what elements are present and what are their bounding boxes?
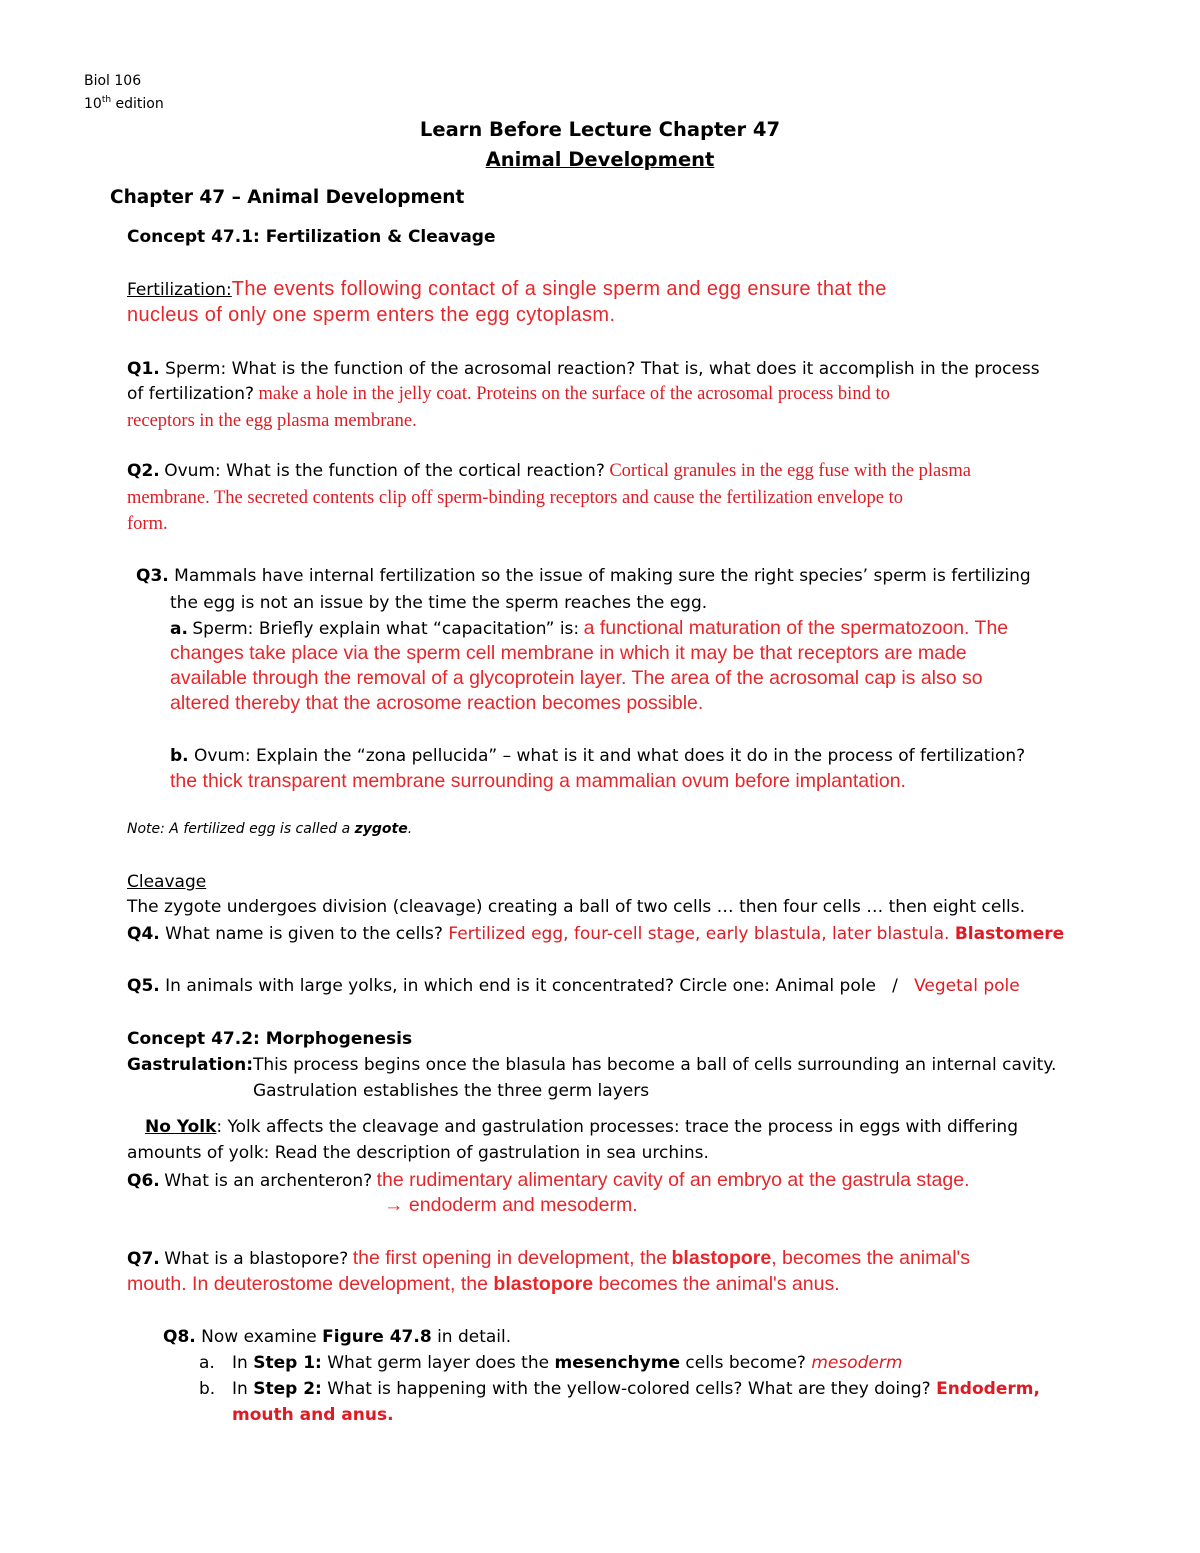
fertilization-answer-1: The events following contact of a single sperm and egg ensure that the [231,278,887,300]
fertilization-line-1 [127,278,887,301]
q8b-label: b. [199,1379,216,1399]
no-yolk-text-1: : Yolk affects the cleavage and gastrulation processes: trace the process in eggs with differing [216,1117,1018,1137]
q7-number: Q7. [127,1249,160,1269]
no-yolk-line-1 [145,1117,1018,1137]
q5-question: In animals with large yolks, in which end is it concentrated? Circle one: Animal pole [165,976,876,996]
q8b-pre: In [232,1379,248,1399]
note-zygote: zygote [354,821,408,837]
q3a-answer-4: altered thereby that the acrosome reaction becomes possible. [170,692,704,714]
q7-answer-3: mouth. In deuterostome development, the [127,1273,488,1295]
q8-number: Q8. [163,1327,196,1347]
no-yolk-label: No Yolk [145,1117,217,1137]
q7-answer-blastopore-1: blastopore [671,1247,772,1269]
q1-answer-1: make a hole in the jelly coat. Proteins on the surface of the acrosomal process bind to [258,384,890,404]
q4-answer-blastomere: Blastomere [954,924,1065,944]
q1-question-1 [127,359,1040,379]
q6-answer-2: endoderm and mesoderm. [408,1194,638,1216]
q3b-question: Ovum: Explain the “zona pellucida” – what is it and what does it do in the process of fertilization? [194,746,1026,766]
q6-line [127,1169,970,1192]
q2-question: Ovum: What is the function of the cortical reaction? [164,461,605,481]
arrow-right-icon: → [384,1194,404,1216]
q3b-answer: the thick transparent membrane surrounding a mammalian ovum before implantation. [170,770,906,792]
q2-answer-2: membrane. The secreted contents clip off sperm-binding receptors and cause the fertilization envelope to [127,488,904,508]
q8a-answer: mesoderm [811,1353,903,1373]
q8a-line [232,1353,902,1373]
q4-number: Q4. [127,924,160,944]
q8-line [163,1327,511,1347]
q3-number: Q3. [136,566,169,586]
q3-text-2: the egg is not an issue by the time the sperm reaches the egg. [170,593,708,613]
q6-number: Q6. [127,1171,160,1191]
q3-text-1: Mammals have internal fertilization so the issue of making sure the right species’ sperm is fertilizing [174,566,1031,586]
q4-question: What name is given to the cells? [165,924,443,944]
edition-number: 10 [84,96,102,112]
q7-question: What is a blastopore? [164,1249,349,1269]
q8-post: in detail. [437,1327,512,1347]
fertilization-label: Fertilization: [127,280,232,300]
q3a-line-1 [170,617,1008,640]
q7-answer-4: becomes the animal's anus. [598,1273,840,1295]
gastrulation-text-1: This process begins once the blasula has become a ball of cells surrounding an internal cavity. [253,1055,1057,1075]
gastrulation-text-2: Gastrulation establishes the three germ layers [253,1081,650,1101]
q8b-line [232,1379,1040,1399]
q6-answer-2-line [384,1194,638,1217]
q5-separator: / [892,976,898,996]
cleavage-text: The zygote undergoes division (cleavage) creating a ball of two cells … then four cells … then eight cells. [127,897,1026,917]
q8-pre: Now examine [201,1327,317,1347]
q8a-mid: What germ layer does the [321,1353,550,1373]
course-label: Biol 106 [84,73,142,89]
edition-superscript: th [101,95,112,105]
q3-question-1 [136,566,1031,586]
q1-answer-2: receptors in the egg plasma membrane. [127,411,417,431]
q2-answer-3: form. [127,514,168,534]
q2-answer-1: Cortical granules in the egg fuse with the plasma [609,461,971,481]
edition-word: edition [115,96,164,112]
zygote-note [127,821,412,837]
q1-line-2 [127,384,890,405]
q8b-answer-1: Endoderm, [936,1379,1040,1399]
q3b-label: b. [170,746,189,766]
q7-answer-1: the first opening in development, the [352,1247,668,1269]
q3a-answer-2: changes take place via the sperm cell membrane in which it may be that receptors are made [170,642,967,664]
q8b-step: Step 2: [253,1379,322,1399]
q4-line [127,924,1064,944]
note-text: Note: A fertilized egg is called a [127,821,351,837]
concept-47-2-heading: Concept 47.2: Morphogenesis [127,1029,413,1049]
cleavage-label: Cleavage [127,872,207,892]
q7-line-1 [127,1247,970,1270]
q5-number: Q5. [127,976,160,996]
q3a-answer-1: a functional maturation of the spermatozoon. The [583,617,1009,639]
q7-answer-2: , becomes the animal's [771,1247,971,1269]
no-yolk-text-2: amounts of yolk: Read the description of gastrulation in sea urchins. [127,1143,709,1163]
q7-answer-blastopore-2: blastopore [493,1273,594,1295]
q6-question: What is an archenteron? [164,1171,373,1191]
gastrulation-label: Gastrulation: [127,1055,253,1075]
gastrulation-line-1 [127,1055,1056,1075]
q5-answer: Vegetal pole [914,976,1020,996]
page-title: Learn Before Lecture Chapter 47 [419,118,781,141]
q5-line [127,976,1020,996]
q8a-post: cells become? [685,1353,806,1373]
q8a-label: a. [199,1353,215,1373]
q1-text-1: Sperm: What is the function of the acrosomal reaction? That is, what does it accomplish in the process [165,359,1040,379]
q3a-answer-3: available through the removal of a glycoprotein layer. The area of the acrosomal cap is also so [170,667,983,689]
q3a-question: Sperm: Briefly explain what “capacitation” is: [192,619,580,639]
q2-line-1 [127,461,971,482]
q8a-pre: In [232,1353,248,1373]
q4-answer: Fertilized egg, four-cell stage, early blastula, later blastula. [448,924,950,944]
edition-label [84,95,164,112]
note-end: . [407,821,413,837]
q2-number: Q2. [127,461,160,481]
q3b-line [170,746,1025,766]
q8-figure: Figure 47.8 [322,1327,432,1347]
chapter-heading: Chapter 47 – Animal Development [110,187,465,208]
q1-text-2: of fertilization? [127,384,254,404]
q8b-answer-2: mouth and anus. [232,1405,394,1425]
concept-47-1-heading: Concept 47.1: Fertilization & Cleavage [127,227,496,247]
q8a-step: Step 1: [253,1353,322,1373]
q8b-question: What is happening with the yellow-colored cells? What are they doing? [327,1379,931,1399]
q7-line-2 [127,1273,840,1296]
page-subtitle: Animal Development [485,148,715,171]
fertilization-answer-2: nucleus of only one sperm enters the egg cytoplasm. [127,304,616,326]
q6-answer-1: the rudimentary alimentary cavity of an embryo at the gastrula stage. [376,1169,970,1191]
q1-number: Q1. [127,359,160,379]
q8a-mesenchyme: mesenchyme [554,1353,680,1373]
q3a-label: a. [170,619,188,639]
